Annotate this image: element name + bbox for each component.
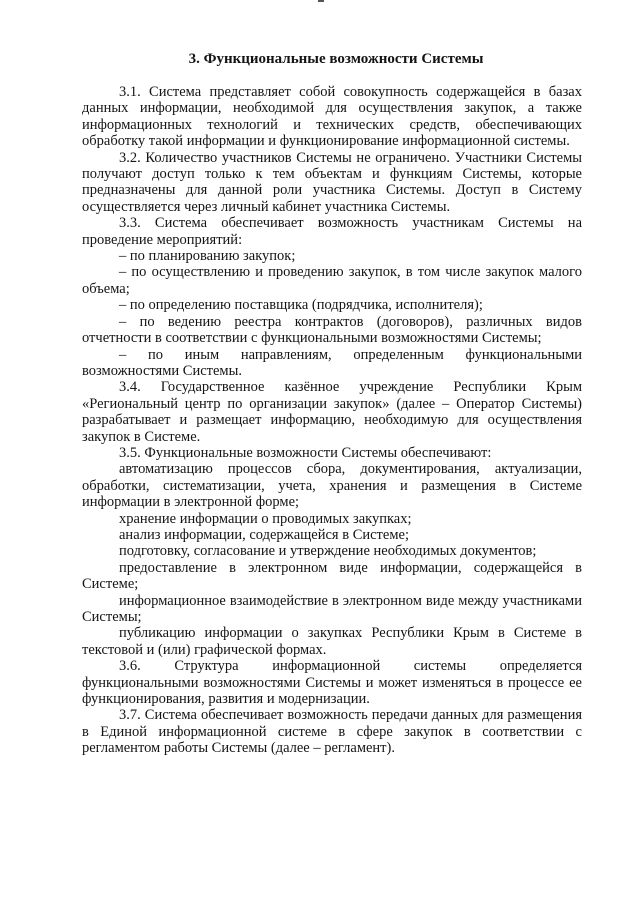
section-body [82,84,582,757]
list-item: хранение информации о проводимых закупках; [119,510,412,527]
list-item: – по иным направлениям, определенным функциональными возможностями Системы. [82,346,582,379]
list-item: подготовку, согласование и утверждение необходимых документов; [119,543,537,560]
paragraph-3-2: 3.2. Количество участников Системы не ограничено. Участники Системы получают доступ только к тем объектам и функциям Системы, которые предназначены для данной роли участника Системы. Доступ в Систему осуществляется через личный кабинет участника Системы. [82,149,582,215]
list-item: – по определению поставщика (подрядчика, исполнителя); [119,297,483,314]
section-title: 3. Функциональные возможности Системы [188,51,484,67]
list-item: анализ информации, содержащейся в Системе; [119,526,409,543]
scan-mark [318,0,324,2]
paragraph-3-1: 3.1. Система представляет собой совокупность содержащейся в базах данных информации, необходимой для осуществления закупок, а также информационных технологий и технических средств, обеспечивающих обработку такой информации и функционирование информационной системы. [82,84,582,150]
paragraph-3-4: 3.4. Государственное казённое учреждение Республики Крым «Региональный центр по организации закупок» (далее – Оператор Системы) разрабатывает и размещает информацию, необходимую для осуществления закупок в Системе. [82,379,582,445]
list-item: – по осуществлению и проведению закупок, в том числе закупок малого объема; [82,264,582,297]
paragraph-3-6: 3.6. Структура информационной системы определяется функциональными возможностями Системы и может изменяться в процессе ее функционирования, развития и модернизации. [82,658,582,708]
paragraph-3-5: 3.5. Функциональные возможности Системы обеспечивают: [119,444,492,461]
list-item: – по планированию закупок; [119,248,296,265]
list-item: публикацию информации о закупках Республики Крым в Системе в текстовой и (или) графической формах. [82,625,582,658]
list-item: информационное взаимодействие в электронном виде между участниками Системы; [82,592,582,625]
list-item: – по ведению реестра контрактов (договоров), различных видов отчетности в соответствии с функциональными возможностями Системы; [82,313,582,347]
paragraph-3-3: 3.3. Система обеспечивает возможность участникам Системы на проведение мероприятий: [82,215,582,248]
list-item: автоматизацию процессов сбора, документирования, актуализации, обработки, систематизации, учета, хранения и размещения в Системе информации в электронной форме; [82,461,582,511]
paragraph-3-7: 3.7. Система обеспечивает возможность передачи данных для размещения в Единой информационной системе в сфере закупок в соответствии с регламентом работы Системы (далее – регламент). [82,707,582,757]
list-item: предоставление в электронном виде информации, содержащейся в Системе; [82,559,582,593]
